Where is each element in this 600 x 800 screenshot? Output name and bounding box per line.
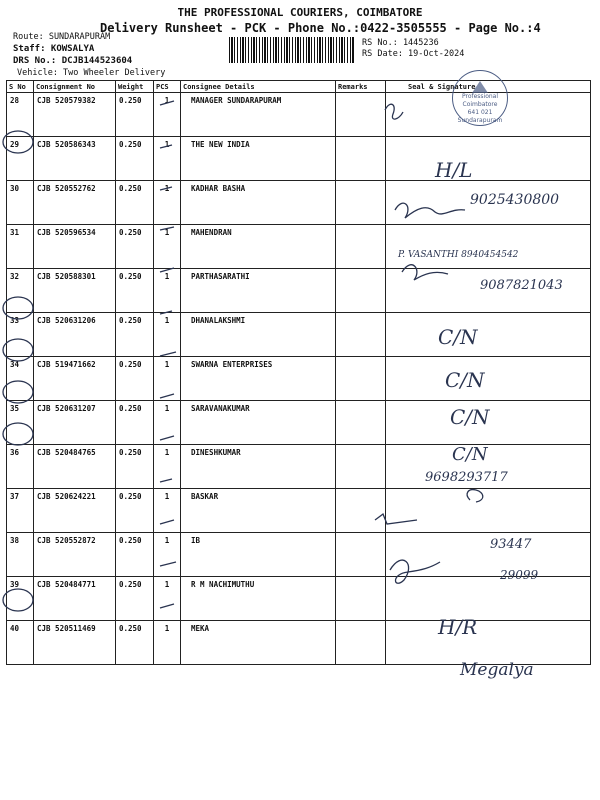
seal-text: Professional (461, 93, 499, 100)
cell-weight: 0.250 (116, 181, 154, 225)
cell-sno: 37 (7, 489, 34, 533)
cell-sno: 29 (7, 137, 34, 181)
cell-pcs: 1 (154, 225, 181, 269)
rs-number: RS No.: 1445236 (362, 38, 439, 48)
cell-consignment: CJB 519471662 (34, 357, 116, 401)
signature-scribble (402, 265, 448, 280)
circle-mark (3, 589, 33, 611)
staff-label: Staff: KOWSALYA (13, 44, 95, 54)
col-consignment: Consignment No (34, 81, 116, 93)
circle-mark (3, 297, 33, 319)
circle-mark (3, 423, 33, 445)
cell-consignee: BASKAR (181, 489, 336, 533)
cell-consignment: CJB 520588301 (34, 269, 116, 313)
cell-pcs: 1 (154, 93, 181, 137)
cell-weight: 0.250 (116, 445, 154, 489)
tick-mark (160, 145, 172, 148)
rs-date: RS Date: 19-Oct-2024 (362, 49, 465, 59)
circle-mark (3, 381, 33, 403)
seal-text: 641 021 (467, 109, 493, 116)
cell-consignment: CJB 520624221 (34, 489, 116, 533)
cell-consignee: THE NEW INDIA (181, 137, 336, 181)
seal-text: Sundarapuram (457, 117, 503, 124)
cell-pcs: 1 (154, 445, 181, 489)
cell-consignment: CJB 520511469 (34, 621, 116, 665)
cell-consignment: CJB 520586343 (34, 137, 116, 181)
handwritten-phone: 9025430800 (470, 192, 560, 208)
cell-consignee: MANAGER SUNDARAPURAM (181, 93, 336, 137)
cell-sno: 30 (7, 181, 34, 225)
tick-mark (160, 352, 176, 356)
cell-consignee: PARTHASARATHI (181, 269, 336, 313)
drs-number: DRS No.: DCJB144523604 (13, 56, 133, 66)
cell-weight: 0.250 (116, 489, 154, 533)
cell-pcs: 1 (154, 577, 181, 621)
tick-mark (160, 479, 172, 482)
cell-consignment: CJB 520552762 (34, 181, 116, 225)
cell-sno: 40 (7, 621, 34, 665)
signature-scribble (467, 490, 483, 502)
cell-pcs: 1 (154, 269, 181, 313)
col-signature: Seal & Signature (386, 81, 591, 93)
cell-weight: 0.250 (116, 621, 154, 665)
company-name: THE PROFESSIONAL COURIERS, COIMBATORE (177, 6, 423, 19)
tick-mark (160, 268, 174, 272)
tick-mark (160, 520, 174, 524)
handwritten-phone: 93447 (490, 537, 532, 552)
col-sno: S No (7, 81, 34, 93)
cell-sno: 38 (7, 533, 34, 577)
cell-pcs: 1 (154, 533, 181, 577)
cell-weight: 0.250 (116, 577, 154, 621)
cell-weight: 0.250 (116, 137, 154, 181)
cell-sno: 28 (7, 93, 34, 137)
tick-mark (160, 101, 174, 105)
cell-weight: 0.250 (116, 225, 154, 269)
handwritten-hl: H/L (435, 158, 473, 182)
tick-mark (160, 187, 172, 190)
cell-consignment: CJB 520484765 (34, 445, 116, 489)
cell-pcs: 1 (154, 137, 181, 181)
cell-pcs: 1 (154, 357, 181, 401)
cell-pcs: 1 (154, 401, 181, 445)
handwritten-cn: C/N (450, 405, 490, 429)
col-pcs: PCS (154, 81, 181, 93)
cell-weight: 0.250 (116, 313, 154, 357)
tick-mark (160, 436, 174, 440)
handwritten-phone: 9087821043 (480, 278, 563, 293)
cell-consignee: SARAVANAKUMAR (181, 401, 336, 445)
cell-consignee: MEKA (181, 621, 336, 665)
cell-consignment: CJB 520552872 (34, 533, 116, 577)
runsheet-title: Delivery Runsheet - PCK - Phone No.:0422-3505555 - Page No.:4 (100, 21, 541, 35)
cell-weight: 0.250 (116, 401, 154, 445)
cell-weight: 0.250 (116, 357, 154, 401)
cell-sno: 35 (7, 401, 34, 445)
tick-mark (160, 227, 174, 230)
cell-consignment: CJB 520579382 (34, 93, 116, 137)
circle-mark (3, 131, 33, 153)
cell-sno: 32 (7, 269, 34, 313)
cell-consignee: R M NACHIMUTHU (181, 577, 336, 621)
cell-pcs: 1 (154, 313, 181, 357)
tick-mark (160, 562, 176, 566)
cell-consignee: IB (181, 533, 336, 577)
handwritten-name: P. VASANTHI 8940454542 (398, 250, 519, 260)
handwritten-cn: C/N (452, 444, 488, 465)
cell-pcs: 1 (154, 181, 181, 225)
cell-pcs: 1 (154, 621, 181, 665)
signature-scribble (390, 560, 440, 583)
cell-weight: 0.250 (116, 93, 154, 137)
handwritten-cn: C/N (438, 325, 478, 349)
handwritten-phone: 29099 (500, 568, 539, 582)
cell-consignee: SWARNA ENTERPRISES (181, 357, 336, 401)
cell-sno: 36 (7, 445, 34, 489)
cell-weight: 0.250 (116, 533, 154, 577)
route-label: Route: SUNDARAPURAM (13, 32, 111, 42)
signature-scribble (375, 514, 417, 524)
cell-consignee: DHANALAKSHMI (181, 313, 336, 357)
seal-text: Coimbatore (462, 101, 498, 108)
cell-consignee: MAHENDRAN (181, 225, 336, 269)
cell-consignee: KADHAR BASHA (181, 181, 336, 225)
signature-scribble (395, 203, 465, 218)
cell-weight: 0.250 (116, 269, 154, 313)
cell-sno: 31 (7, 225, 34, 269)
vehicle-label: Vehicle: Two Wheeler Delivery (17, 68, 166, 78)
cell-consignment: CJB 520631207 (34, 401, 116, 445)
handwritten-cn: C/N (445, 368, 485, 392)
col-remarks: Remarks (336, 81, 386, 93)
tick-mark (160, 311, 172, 314)
cell-sno: 39 (7, 577, 34, 621)
handwritten-footer-signature: Megalya (460, 660, 534, 680)
cell-sno: 34 (7, 357, 34, 401)
cell-consignee: DINESHKUMAR (181, 445, 336, 489)
signature-scribble (385, 104, 403, 119)
circle-mark (3, 339, 33, 361)
cell-consignment: CJB 520484771 (34, 577, 116, 621)
cell-consignment: CJB 520596534 (34, 225, 116, 269)
cell-sno: 33 (7, 313, 34, 357)
tick-mark (160, 394, 174, 398)
handwritten-hr: H/R (438, 615, 478, 639)
cell-consignment: CJB 520631206 (34, 313, 116, 357)
col-consignee: Consignee Details (181, 81, 336, 93)
tick-mark (160, 604, 174, 608)
cell-pcs: 1 (154, 489, 181, 533)
handwritten-phone: 9698293717 (425, 470, 508, 485)
col-weight: Weight (116, 81, 154, 93)
